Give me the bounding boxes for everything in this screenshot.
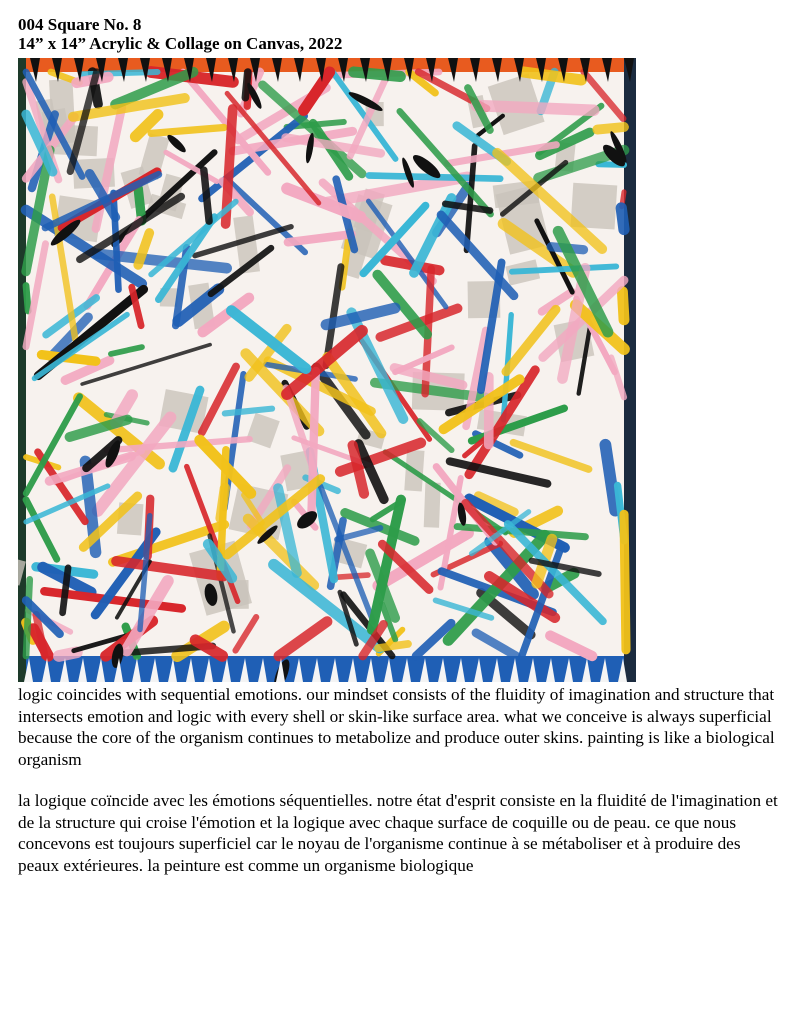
painting-image [18,58,636,682]
artwork-caption [18,15,342,53]
french-statement: la logique coïncide avec les émotions séquentielles. notre état d'esprit consiste en la fluidité de l'imagination et de la structure qui croise l'émotion et la logique avec chaque surface de coquille ou de peau. ce que nous concevons est toujours superficiel car le noyau de l'organisme continue à se métaboliser et à produire des peaux extérieures. la peinture est comme un organisme biologique [18,791,778,875]
artwork-title: 004 Square No. 8 [18,15,142,34]
painting-canvas [18,58,636,682]
english-statement: logic coincides with sequential emotions. our mindset consists of the fluidity of imagination and structure that intersects emotion and logic with every shell or skin-like surface area. what we conceive is always superficial because the core of the organism continues to metabolize and produce outer skins. painting is like a biological organism [18,685,775,769]
artwork-details: 14” x 14” Acrylic & Collage on Canvas, 2022 [18,34,343,53]
